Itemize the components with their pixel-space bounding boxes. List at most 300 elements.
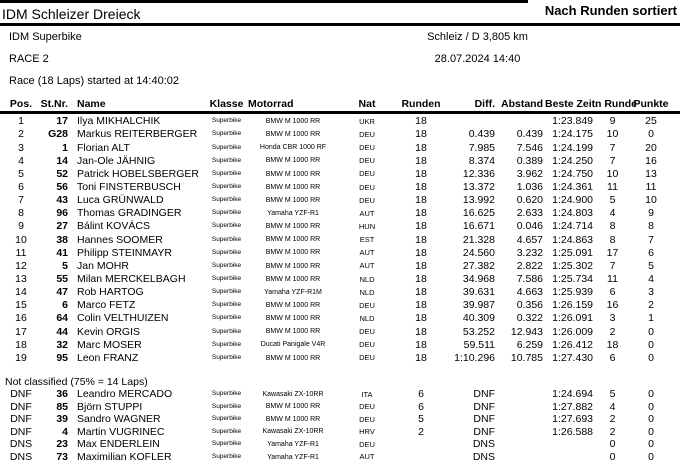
- cell-stnr: 5: [62, 259, 68, 272]
- cell-diff: 0.439: [468, 128, 495, 141]
- cell-abstand: [497, 451, 545, 464]
- cell-abstand: 7.586: [516, 273, 543, 285]
- cell-diff: 16.671: [462, 220, 495, 233]
- cell-nat: DEU: [359, 143, 375, 153]
- cell-klasse: Superbike: [211, 130, 242, 138]
- cell-name: Colin VELTHUIZEN: [77, 312, 169, 325]
- cell-nat: AUT: [359, 452, 375, 462]
- race-datetime: 28.07.2024 14:40: [434, 53, 521, 65]
- cell-pos: 13: [15, 273, 27, 285]
- cell-nrunde: 4: [609, 400, 616, 413]
- cell-diff: 13.372: [462, 181, 495, 194]
- cell-stnr: 73: [56, 450, 68, 463]
- cell-name: Jan MOHR: [77, 259, 129, 272]
- cell-stnr: G28: [48, 128, 68, 141]
- cell-nat: HRV: [359, 427, 375, 437]
- cell-punkte: 0: [648, 413, 654, 426]
- cell-diff: 8.374: [468, 154, 495, 167]
- col-header-klasse: Klasse: [209, 98, 244, 110]
- cell-runden: [396, 438, 446, 451]
- cell-nrunde: 8: [609, 220, 616, 233]
- cell-abstand: 12.943: [510, 325, 543, 338]
- cell-diff: 39.987: [462, 299, 495, 312]
- cell-klasse: Superbike: [211, 452, 242, 460]
- cell-nrunde: 2: [609, 325, 616, 338]
- col-header-beste: Beste Zeit.: [545, 98, 599, 110]
- cell-punkte: 13: [645, 167, 657, 180]
- table-header-rule: [0, 111, 680, 114]
- cell-beste: 1:25.302: [552, 259, 593, 272]
- cell-nat: NLD: [359, 274, 375, 284]
- cell-beste: 1:26.091: [552, 312, 593, 325]
- cell-abstand: 4.657: [516, 233, 543, 246]
- cell-beste: 1:27.430: [552, 351, 593, 364]
- cell-nat: DEU: [359, 169, 375, 179]
- cell-diff: 59.511: [463, 338, 495, 351]
- not-classified-table: [2, 388, 672, 463]
- cell-pos: DNS: [9, 450, 33, 463]
- cell-stnr: 64: [56, 312, 68, 325]
- cell-diff: DNF: [473, 425, 495, 438]
- cell-pos: 2: [18, 128, 24, 141]
- cell-nat: DEU: [359, 300, 375, 310]
- cell-runden: 6: [418, 400, 424, 413]
- cell-punkte: 0: [648, 438, 654, 451]
- cell-name: Toni FINSTERBUSCH: [77, 181, 181, 194]
- cell-beste: 1:24.175: [552, 128, 593, 141]
- cell-pos: 9: [18, 220, 24, 233]
- cell-moto: BMW M 1000 RR: [265, 183, 321, 191]
- not-classified-row: [2, 451, 672, 464]
- classified-results-table: [2, 97, 672, 365]
- cell-klasse: Superbike: [211, 248, 242, 256]
- cell-runden: 18: [415, 115, 427, 128]
- cell-nrunde: 10: [606, 167, 619, 180]
- cell-klasse: Superbike: [211, 196, 242, 204]
- cell-nrunde: 7: [609, 154, 616, 167]
- cell-stnr: 14: [56, 154, 68, 167]
- cell-punkte: 0: [648, 338, 654, 351]
- cell-klasse: Superbike: [211, 183, 242, 191]
- cell-abstand: [497, 401, 545, 414]
- cell-nrunde: 11: [607, 273, 618, 285]
- cell-klasse: Superbike: [211, 209, 242, 217]
- col-header-abstand: Abstand: [501, 98, 543, 110]
- cell-diff: DNF: [473, 413, 495, 426]
- cell-runden: 18: [415, 259, 427, 272]
- race-label: RACE 2: [9, 53, 49, 65]
- cell-runden: 18: [415, 181, 427, 194]
- cell-abstand: 0.356: [516, 299, 543, 312]
- cell-diff: [446, 115, 497, 128]
- cell-name: Luca GRÜNWALD: [77, 194, 164, 207]
- result-row: [2, 128, 672, 141]
- cell-beste: 1:26.159: [552, 299, 593, 312]
- cell-pos: 15: [15, 299, 27, 312]
- cell-runden: 18: [415, 128, 427, 141]
- result-row: [2, 233, 672, 246]
- cell-name: Martin VUGRINEC: [77, 425, 165, 438]
- result-row: [2, 115, 672, 128]
- cell-punkte: 4: [648, 273, 654, 285]
- cell-name: Leon FRANZ: [77, 351, 139, 364]
- col-header-nat: Nat: [358, 98, 376, 110]
- result-row: [2, 181, 672, 194]
- col-header-runden: Runden: [401, 98, 441, 110]
- cell-klasse: Superbike: [211, 222, 242, 230]
- cell-pos: 6: [18, 181, 24, 194]
- cell-nrunde: 10: [606, 128, 619, 141]
- result-row: [2, 312, 672, 325]
- cell-nrunde: 5: [609, 388, 616, 401]
- cell-beste: [545, 451, 595, 464]
- cell-stnr: 27: [56, 220, 68, 233]
- cell-nat: DEU: [359, 156, 375, 166]
- cell-runden: 18: [415, 207, 427, 220]
- result-row: [2, 246, 672, 259]
- cell-moto: Yamaha YZF-R1: [267, 210, 319, 218]
- cell-stnr: 6: [62, 299, 68, 312]
- cell-stnr: 85: [56, 400, 68, 413]
- cell-name: Maximilian KOFLER: [77, 450, 172, 463]
- cell-runden: 18: [415, 286, 427, 299]
- cell-name: Milan MERCKELBAGH: [77, 273, 186, 285]
- cell-moto: BMW M 1000 RR: [265, 196, 321, 204]
- cell-stnr: 95: [56, 351, 68, 364]
- cell-abstand: 0.389: [516, 154, 543, 167]
- cell-punkte: 20: [645, 141, 657, 154]
- cell-punkte: 0: [648, 351, 654, 364]
- cell-nrunde: 6: [609, 351, 616, 364]
- col-header-pos: Pos.: [9, 98, 33, 110]
- cell-name: Sandro WAGNER: [77, 413, 161, 426]
- cell-moto: Honda CBR 1000 RF: [259, 144, 327, 152]
- cell-moto: Kawasaki ZX-10RR: [262, 390, 324, 398]
- cell-beste: 1:23.849: [552, 115, 593, 128]
- cell-moto: Yamaha YZF-R1: [267, 453, 319, 461]
- cell-pos: 12: [15, 259, 27, 272]
- cell-nrunde: 16: [606, 299, 619, 312]
- cell-stnr: 44: [56, 325, 68, 338]
- cell-moto: Yamaha YZF-R1M: [264, 288, 322, 296]
- cell-beste: 1:24.714: [552, 220, 593, 233]
- cell-stnr: 23: [56, 438, 68, 451]
- cell-beste: 1:27.882: [552, 400, 593, 413]
- cell-punkte: 0: [648, 400, 654, 413]
- cell-runden: 18: [415, 154, 427, 167]
- cell-punkte: 7: [648, 233, 654, 246]
- not-classified-label: Not classified (75% = 14 Laps): [5, 376, 148, 388]
- cell-pos: 14: [15, 286, 27, 299]
- not-classified-row: [2, 426, 672, 439]
- cell-pos: DNS: [9, 438, 33, 451]
- cell-runden: 18: [415, 233, 427, 246]
- cell-nrunde: 9: [609, 115, 616, 128]
- cell-pos: DNF: [10, 425, 32, 438]
- cell-stnr: 36: [56, 388, 68, 401]
- cell-klasse: Superbike: [211, 353, 242, 361]
- cell-punkte: 11: [645, 181, 657, 194]
- cell-moto: BMW M 1000 RR: [265, 275, 321, 283]
- cell-punkte: 0: [648, 388, 654, 401]
- cell-pos: 19: [15, 351, 27, 364]
- cell-abstand: [497, 413, 545, 426]
- result-row: [2, 273, 672, 286]
- cell-runden: 18: [415, 312, 427, 325]
- not-classified-row: [2, 401, 672, 414]
- result-row: [2, 207, 672, 220]
- cell-diff: 39.631: [462, 286, 495, 299]
- cell-beste: [545, 438, 595, 451]
- cell-beste: 1:24.199: [552, 141, 593, 154]
- cell-nrunde: 18: [606, 338, 619, 351]
- cell-abstand: [497, 115, 545, 128]
- cell-nat: AUT: [359, 248, 375, 258]
- col-header-nrunde: n Runde: [595, 98, 637, 110]
- cell-diff: 1:10.296: [454, 351, 495, 364]
- col-header-diff: Diff.: [474, 98, 495, 110]
- cell-nat: ITA: [361, 389, 373, 399]
- cell-punkte: 10: [645, 194, 657, 207]
- cell-punkte: 25: [645, 115, 657, 128]
- cell-name: Björn STUPPI: [77, 400, 143, 413]
- cell-nat: DEU: [359, 195, 375, 205]
- cell-punkte: 5: [648, 259, 654, 272]
- cell-punkte: 9: [648, 207, 654, 220]
- cell-diff: 7.985: [468, 141, 495, 154]
- cell-klasse: Superbike: [211, 327, 242, 335]
- result-row: [2, 154, 672, 167]
- cell-klasse: Superbike: [211, 427, 242, 435]
- cell-nat: DEU: [359, 327, 375, 337]
- cell-moto: BMW M 1000 RR: [265, 315, 321, 323]
- cell-runden: 18: [415, 167, 427, 180]
- cell-pos: DNF: [10, 413, 32, 426]
- result-row: [2, 260, 672, 273]
- cell-abstand: 6.259: [516, 338, 543, 351]
- cell-nat: HUN: [358, 221, 376, 231]
- cell-nat: AUT: [359, 261, 375, 271]
- result-row: [2, 141, 672, 154]
- result-row: [2, 325, 672, 338]
- cell-stnr: 41: [56, 246, 68, 259]
- cell-moto: BMW M 1000 RR: [265, 262, 321, 270]
- cell-name: Rob HARTOG: [77, 286, 144, 299]
- cell-abstand: 10.785: [510, 351, 543, 364]
- cell-pos: DNF: [10, 388, 32, 401]
- cell-runden: 18: [415, 141, 427, 154]
- cell-moto: BMW M 1000 RR: [265, 157, 321, 165]
- col-header-name: Name: [77, 98, 106, 110]
- cell-klasse: Superbike: [211, 314, 242, 322]
- cell-punkte: 2: [648, 299, 654, 312]
- cell-beste: 1:24.250: [552, 154, 593, 167]
- cell-beste: 1:24.900: [552, 194, 593, 207]
- cell-nat: DEU: [359, 129, 375, 139]
- cell-punkte: 0: [648, 325, 654, 338]
- cell-name: Patrick HOBELSBERGER: [77, 167, 199, 180]
- cell-diff: 24.560: [462, 246, 495, 259]
- cell-beste: 1:24.750: [552, 167, 593, 180]
- sort-order-label: Nach Runden sortiert: [544, 3, 677, 18]
- cell-runden: 6: [418, 388, 424, 401]
- result-row: [2, 352, 672, 365]
- cell-abstand: [497, 388, 545, 401]
- cell-runden: 18: [415, 299, 427, 312]
- cell-moto: BMW M 1000 RR: [265, 354, 321, 362]
- result-row: [2, 286, 672, 299]
- cell-pos: 18: [15, 338, 27, 351]
- cell-name: Bálint KOVÁCS: [77, 220, 150, 233]
- col-header-moto: Motorrad: [248, 98, 294, 110]
- cell-beste: 1:24.361: [552, 181, 593, 194]
- cell-pos: 7: [18, 194, 24, 207]
- cell-stnr: 39: [56, 413, 68, 426]
- race-start-info: Race (18 Laps) started at 14:40:02: [9, 75, 179, 87]
- cell-beste: 1:26.588: [552, 425, 593, 438]
- col-header-stnr: St.Nr.: [40, 98, 68, 110]
- cell-punkte: 0: [648, 425, 654, 438]
- not-classified-row: [2, 438, 672, 451]
- cell-abstand: 0.322: [516, 312, 543, 325]
- cell-moto: BMW M 1000 RR: [265, 170, 321, 178]
- cell-moto: BMW M 1000 RR: [265, 118, 321, 126]
- cell-diff: 21.328: [462, 233, 495, 246]
- cell-diff: 53.252: [462, 325, 495, 338]
- cell-beste: 1:24.694: [552, 388, 593, 401]
- cell-name: Max ENDERLEIN: [77, 438, 160, 451]
- result-row: [2, 194, 672, 207]
- cell-stnr: 32: [56, 338, 68, 351]
- cell-beste: 1:25.734: [552, 273, 593, 285]
- cell-klasse: Superbike: [211, 301, 242, 309]
- cell-beste: 1:25.091: [552, 246, 593, 259]
- cell-abstand: 1.036: [516, 181, 543, 194]
- cell-nat: NLD: [359, 287, 375, 297]
- cell-diff: 16.625: [462, 207, 495, 220]
- event-title: IDM Schleizer Dreieck: [2, 6, 141, 22]
- cell-abstand: 0.046: [516, 220, 543, 233]
- cell-name: Marco FETZ: [77, 299, 136, 312]
- cell-name: Ilya MIKHALCHIK: [77, 115, 161, 128]
- cell-nrunde: 0: [609, 450, 616, 463]
- cell-nat: AUT: [359, 208, 375, 218]
- cell-nat: DEU: [359, 340, 375, 350]
- cell-moto: Ducati Panigale V4R: [260, 341, 326, 349]
- cell-klasse: Superbike: [211, 288, 242, 296]
- cell-stnr: 52: [56, 167, 68, 180]
- cell-nat: NLD: [359, 313, 375, 323]
- cell-abstand: [497, 426, 545, 439]
- cell-moto: BMW M 1000 RR: [265, 236, 321, 244]
- cell-diff: DNF: [473, 388, 495, 401]
- cell-punkte: 6: [648, 246, 654, 259]
- cell-klasse: Superbike: [211, 117, 242, 125]
- cell-moto: BMW M 1000 RR: [265, 249, 321, 257]
- cell-runden: 18: [415, 351, 427, 364]
- cell-nat: EST: [359, 235, 375, 245]
- cell-diff: 13.992: [462, 194, 495, 207]
- cell-moto: Yamaha YZF-R1: [267, 440, 319, 448]
- cell-klasse: Superbike: [211, 275, 242, 282]
- cell-stnr: 4: [62, 425, 68, 438]
- cell-punkte: 0: [648, 450, 654, 463]
- cell-nat: DEU: [359, 414, 375, 424]
- cell-punkte: 8: [648, 220, 654, 233]
- cell-name: Kevin ORGIS: [77, 325, 141, 338]
- cell-stnr: 47: [56, 286, 68, 299]
- cell-pos: 8: [18, 207, 24, 220]
- cell-beste: 1:24.863: [552, 233, 593, 246]
- series-label: IDM Superbike: [9, 31, 82, 43]
- top-rule: [0, 0, 528, 3]
- cell-klasse: Superbike: [211, 156, 242, 164]
- cell-klasse: Superbike: [211, 415, 242, 423]
- cell-klasse: Superbike: [211, 143, 242, 151]
- cell-name: Florian ALT: [77, 141, 130, 154]
- cell-abstand: 3.962: [516, 167, 543, 180]
- cell-punkte: 1: [648, 312, 654, 325]
- cell-punkte: 3: [648, 286, 654, 299]
- cell-runden: 18: [415, 338, 427, 351]
- cell-nrunde: 17: [606, 246, 619, 259]
- cell-pos: 11: [15, 246, 27, 259]
- cell-pos: 5: [18, 167, 24, 180]
- cell-name: Thomas GRADINGER: [77, 207, 182, 220]
- cell-stnr: 56: [56, 181, 68, 194]
- cell-diff: 34.968: [462, 273, 495, 285]
- cell-nrunde: 8: [609, 233, 616, 246]
- cell-klasse: Superbike: [211, 340, 242, 348]
- cell-nrunde: 2: [609, 413, 616, 426]
- cell-moto: Kawasaki ZX-10RR: [262, 428, 324, 436]
- cell-name: Jan-Ole JÄHNIG: [77, 154, 156, 167]
- cell-abstand: 2.822: [516, 259, 543, 272]
- cell-abstand: 0.620: [516, 194, 543, 207]
- cell-pos: DNF: [10, 400, 32, 413]
- cell-runden: 2: [418, 425, 424, 438]
- cell-stnr: 17: [56, 115, 68, 128]
- cell-stnr: 38: [56, 233, 68, 246]
- cell-moto: BMW M 1000 RR: [265, 223, 321, 231]
- cell-moto: BMW M 1000 RR: [265, 131, 321, 139]
- cell-moto: BMW M 1000 RR: [265, 403, 321, 411]
- cell-nrunde: 4: [609, 207, 616, 220]
- cell-pos: 4: [18, 154, 24, 167]
- cell-nrunde: 6: [609, 286, 616, 299]
- cell-stnr: 55: [56, 273, 68, 285]
- cell-pos: 10: [15, 233, 27, 246]
- cell-runden: 18: [415, 325, 427, 338]
- result-row: [2, 299, 672, 312]
- cell-beste: 1:26.009: [552, 325, 593, 338]
- cell-nat: DEU: [359, 353, 375, 363]
- cell-nat: DEU: [359, 439, 375, 449]
- cell-pos: 16: [15, 312, 27, 325]
- cell-name: Marc MOSER: [77, 338, 142, 351]
- cell-klasse: Superbike: [211, 440, 242, 448]
- cell-diff: 12.336: [462, 167, 495, 180]
- cell-diff: 40.309: [462, 312, 495, 325]
- cell-punkte: 16: [645, 154, 657, 167]
- not-classified-row: [2, 388, 672, 401]
- cell-nrunde: 3: [609, 312, 616, 325]
- not-classified-row: [2, 413, 672, 426]
- cell-runden: 18: [415, 273, 427, 285]
- cell-beste: 1:26.412: [552, 338, 593, 351]
- cell-beste: 1:24.803: [552, 207, 593, 220]
- cell-abstand: 4.663: [516, 286, 543, 299]
